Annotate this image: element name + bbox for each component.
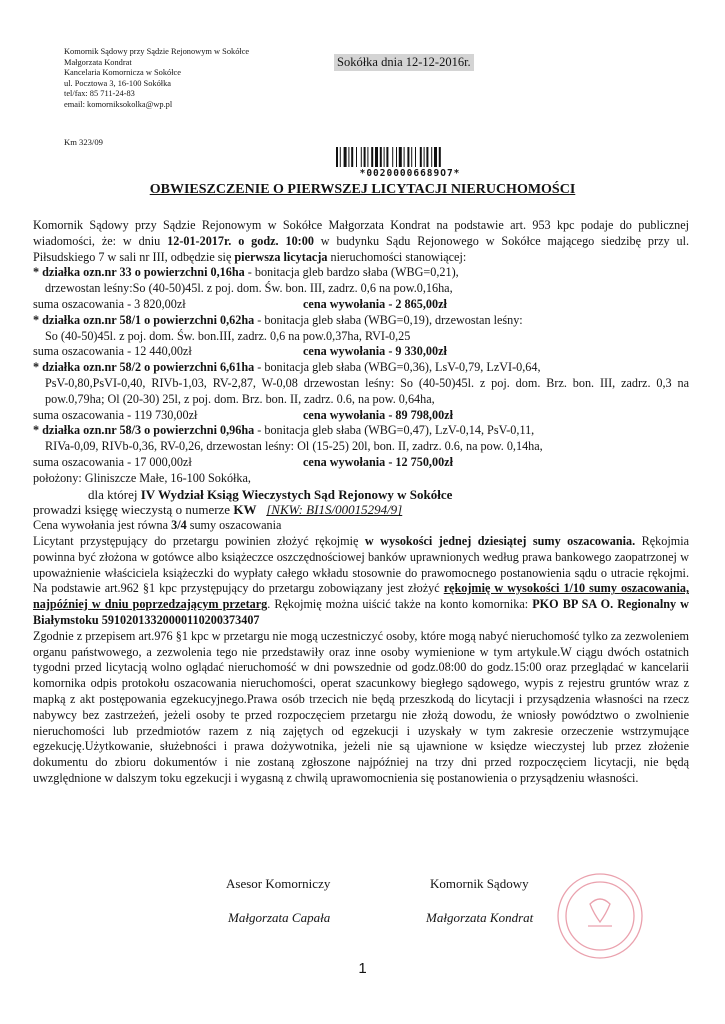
plot-prices (33, 408, 689, 424)
barcode-bar (336, 147, 338, 167)
auction-type: pierwsza licytacja (234, 249, 328, 264)
document-body (33, 218, 689, 787)
plot-call-price: cena wywołania - 2 865,00zł (303, 296, 447, 311)
plot-valuation: suma oszacowania - 17 000,00zł (33, 454, 192, 469)
sender-line: tel/fax: 85 711-24-83 (64, 89, 135, 99)
register-kw-prefix: prowadzi księgę wieczystą o numerze (33, 502, 234, 518)
plot-desc: PsV-0,80,PsVI-0,40, RIVb-1,03, RV-2,87, W-0,08 drzewostan leśny: So (40-50)45l. z poj. dom. Brz. bon. III, zadrz. 0,3 na pow.0,79ha; Ol (20-30) 25l, z poj. dom. Brz. bon. II, zadrz. 0.6, na pow. 0,64ha, (45, 375, 689, 406)
barcode (334, 147, 486, 179)
sender-line: email: komorniksokolka@wp.pl (64, 99, 173, 109)
plot-valuation: suma oszacowania - 12 440,00zł (33, 344, 192, 359)
deposit-text: Licytant przystępujący do przetargu powinien złożyć rękojmię (33, 533, 365, 548)
barcode-bar (348, 147, 349, 167)
plot-heading: * działka ozn.nr 33 o powierzchni 0,16ha (33, 265, 245, 280)
intro-text: nieruchomości stanowiącej: (327, 249, 467, 264)
barcode-bar (439, 147, 441, 167)
plot-desc: - bonitacja gleb słaba (WBG=0,47), LzV-0,14, PsV-0,11, (254, 423, 535, 438)
barcode-bar (356, 147, 357, 167)
plot-valuation: suma oszacowania - 119 730,00zł (33, 407, 198, 422)
barcode-bar (392, 147, 393, 167)
plot-desc: - bonitacja gleb słaba (WBG=0,19), drzewostan leśny: (254, 312, 523, 327)
sender-line: ul. Pocztowa 3, 16-100 Sokółka (64, 78, 172, 88)
call-price-note-text: Cena wywołania jest równa (33, 518, 172, 533)
plot-item (33, 265, 689, 312)
deposit-text: Rękojmia powinna być złożona w gotówce albo książeczce oszczędnościowej banków uprawnionych według prawa bankowego zaopatrzonej w upoważnienie właściciela książeczki do wypłaty całego wkładu stosownie do prawomocnego postanowienia sądu o utracie rękojmi. Na podstawie art.962 §1 kpc przystępujący do przetargu zobowiązany jest złożyć (33, 533, 690, 596)
right-signature-name: Małgorzata Kondrat (426, 910, 534, 925)
barcode-bar (424, 147, 425, 167)
page-number: 1 (358, 960, 367, 977)
right-signature-role: Komornik Sądowy (430, 876, 529, 891)
sender-block (64, 47, 249, 111)
plot-heading: * działka ozn.nr 58/1 o powierzchni 0,62ha (33, 312, 255, 327)
plot-heading: * działka ozn.nr 58/3 o powierzchni 0,96ha (33, 423, 255, 438)
register-prefix: dla której (88, 486, 141, 502)
barcode-bars (334, 147, 486, 167)
barcode-bar (371, 147, 373, 167)
barcode-bar (399, 147, 402, 167)
plot-desc: RIVa-0,09, RIVb-0,36, RV-0,26, drzewostan leśny: Ol (15-25) 20l, bon. II, zadrz. 0.6, na pow. 0,14ha, (45, 439, 543, 454)
plot-valuation: suma oszacowania - 3 820,00zł (33, 296, 186, 311)
plot-desc: drzewostan leśny:So (40-50)45l. z poj. dom. Św. bon. III, zadrz. 0,6 na pow.0,16ha, (45, 281, 453, 296)
barcode-bar (340, 147, 341, 167)
bank-account: PKO BP SA O. Regionalny w Białymstoku 59102013320000110200373407 (33, 597, 689, 627)
left-signature-name: Małgorzata Capała (228, 910, 331, 925)
barcode-bar (361, 147, 362, 167)
auction-date: 12-01-2017r. o godz. 10:00 (167, 233, 314, 248)
document-title-text: OBWIESZCZENIE O PIERWSZEJ LICYTACJI NIERUCHOMOŚCI (149, 182, 576, 197)
barcode-bar (404, 147, 405, 167)
barcode-text: *00200006689O7* (359, 168, 461, 179)
barcode-bar (431, 147, 432, 167)
plot-item (33, 423, 689, 470)
case-number: Km 323/09 (64, 137, 103, 147)
barcode-bar (351, 147, 353, 167)
barcode-bar (375, 147, 378, 167)
deposit-paragraph (33, 534, 689, 629)
plot-prices (33, 344, 689, 360)
plot-call-price: cena wywołania - 12 750,00zł (303, 454, 453, 469)
intro-text: w budynku Sądu Rejonowego w Sokółce mającego siedzibę przy ul. Piłsudskiego 7 w sali nr III, odbędzie się (33, 233, 689, 264)
barcode-bar (407, 147, 409, 167)
barcode-bar (386, 147, 388, 167)
plot-prices (33, 297, 689, 313)
barcode-bar (411, 147, 412, 167)
plot-item (33, 360, 689, 423)
barcode-bar (434, 147, 437, 167)
plot-description (33, 265, 689, 281)
call-price-fraction: 3/4 (171, 518, 187, 533)
sender-line: Małgorzata Kondrat (64, 57, 132, 67)
intro-text: Komornik Sądowy przy Sądzie Rejonowym w Sokółce Małgorzata Kondrat na podstawie art. 953 kpc podaje do publicznej wiadomości, że: w dniu (33, 218, 689, 248)
plot-heading: * działka ozn.nr 58/2 o powierzchni 6,61ha (33, 360, 255, 375)
plot-call-price: cena wywołania - 89 798,00zł (303, 407, 453, 422)
barcode-bar (426, 147, 428, 167)
plot-item (33, 313, 689, 360)
date-place: Sokółka dnia 12-12-2016r. (334, 54, 474, 71)
barcode-bar (384, 147, 385, 167)
plot-description (33, 360, 689, 376)
official-stamp-icon (538, 828, 643, 968)
intro-paragraph (33, 218, 689, 265)
land-register-number (33, 502, 689, 518)
barcode-bar (420, 147, 422, 167)
sender-line: Komornik Sądowy przy Sądzie Rejonowym w Sokółce (64, 47, 250, 56)
deposit-text: . Rękojmię można uiścić także na konto komornika: (267, 597, 533, 612)
register-kw-number: [NKW: BI1S/00015294/9] (266, 502, 403, 518)
barcode-bar (380, 147, 382, 167)
plot-desc: - bonitacja gleb bardzo słaba (WBG=0,21), (244, 265, 459, 280)
barcode-bar (415, 147, 416, 167)
plot-description (33, 423, 689, 439)
plot-call-price: cena wywołania - 9 330,00zł (303, 344, 447, 359)
deposit-amount: w wysokości jednej dziesiątej sumy oszacowania. (364, 533, 636, 548)
left-signature-role: Asesor Komorniczy (226, 876, 331, 891)
barcode-bar (364, 147, 366, 167)
register-kw-label: KW (233, 502, 257, 518)
document-title (0, 182, 725, 198)
sender-line: Kancelaria Komornicza w Sokółce (64, 68, 181, 78)
register-court: IV Wydział Ksiąg Wieczystych Sąd Rejonowy w Sokółce (140, 486, 453, 502)
land-register-court (33, 487, 689, 503)
closing-paragraph: Zgodnie z przepisem art.976 §1 kpc w przetargu nie mogą uczestniczyć osoby, które mogą nabyć nieruchomość tylko za zezwoleniem organu państwowego, a zezwolenia tego nie przedstawiły oraz inne osoby wymienione w tym artykule.W ciągu dwóch ostatnich tygodni przed licytacją wolno oglądać nieruchomość w dni powszednie od godz.08:00 do godz.15:00 oraz przeglądać w kancelarii komornika odpis protokołu oszacowania nieruchomości, operat szacunkowy biegłego sądowego, wypis z rejestru gruntów wraz z mapką z akt postępowania egzekucyjnego.Prawa osób trzecich nie będą przeszkodą do licytacji i przysądzenia własności na rzecz nabywcy bez zastrzeżeń, jeżeli osoby te przed rozpoczęciem przetargu nie złożą dowodu, że wniosły powództwo o zwolnienie nieruchomości lub przedmiotów razem z nią zajętych od egzekucji i uzyskały w tym zakresie orzeczenie wstrzymujące egzekucję.Użytkowanie, służebności i prawa dożywotnika, jeżeli nie są ujawnione w księdze wieczystej lub przez złożenie dokumentu do zbioru dokumentów i nie zostaną zgłoszone najpóźniej na trzy dni przed rozpoczęciem licytacji, nie będą uwzględnione w dalszym toku egzekucji i wygasną z chwilą uprawomocnienia się postanowienia o przysądzeniu własności. (33, 628, 689, 785)
plot-desc: So (40-50)45l. z poj. dom. Św. bon.III, zadrz. 0,6 na pow.0,37ha, RVI-0,25 (45, 328, 411, 343)
barcode-bar (396, 147, 397, 167)
deposit-deadline: rękojmię w wysokości 1/10 sumy oszacowania, najpóźniej w dniu poprzedzającym przetarg (33, 581, 689, 612)
barcode-bar (367, 147, 368, 167)
plot-desc: - bonitacja gleb słaba (WBG=0,36), LsV-0,79, LzVI-0,64, (254, 360, 541, 375)
call-price-note (33, 518, 689, 534)
plot-prices (33, 455, 689, 471)
plot-description (33, 313, 689, 329)
call-price-note-suffix: sumy oszacowania (186, 518, 282, 533)
barcode-bar (344, 147, 347, 167)
location: położony: Gliniszcze Małe, 16-100 Sokółka, (33, 470, 251, 485)
